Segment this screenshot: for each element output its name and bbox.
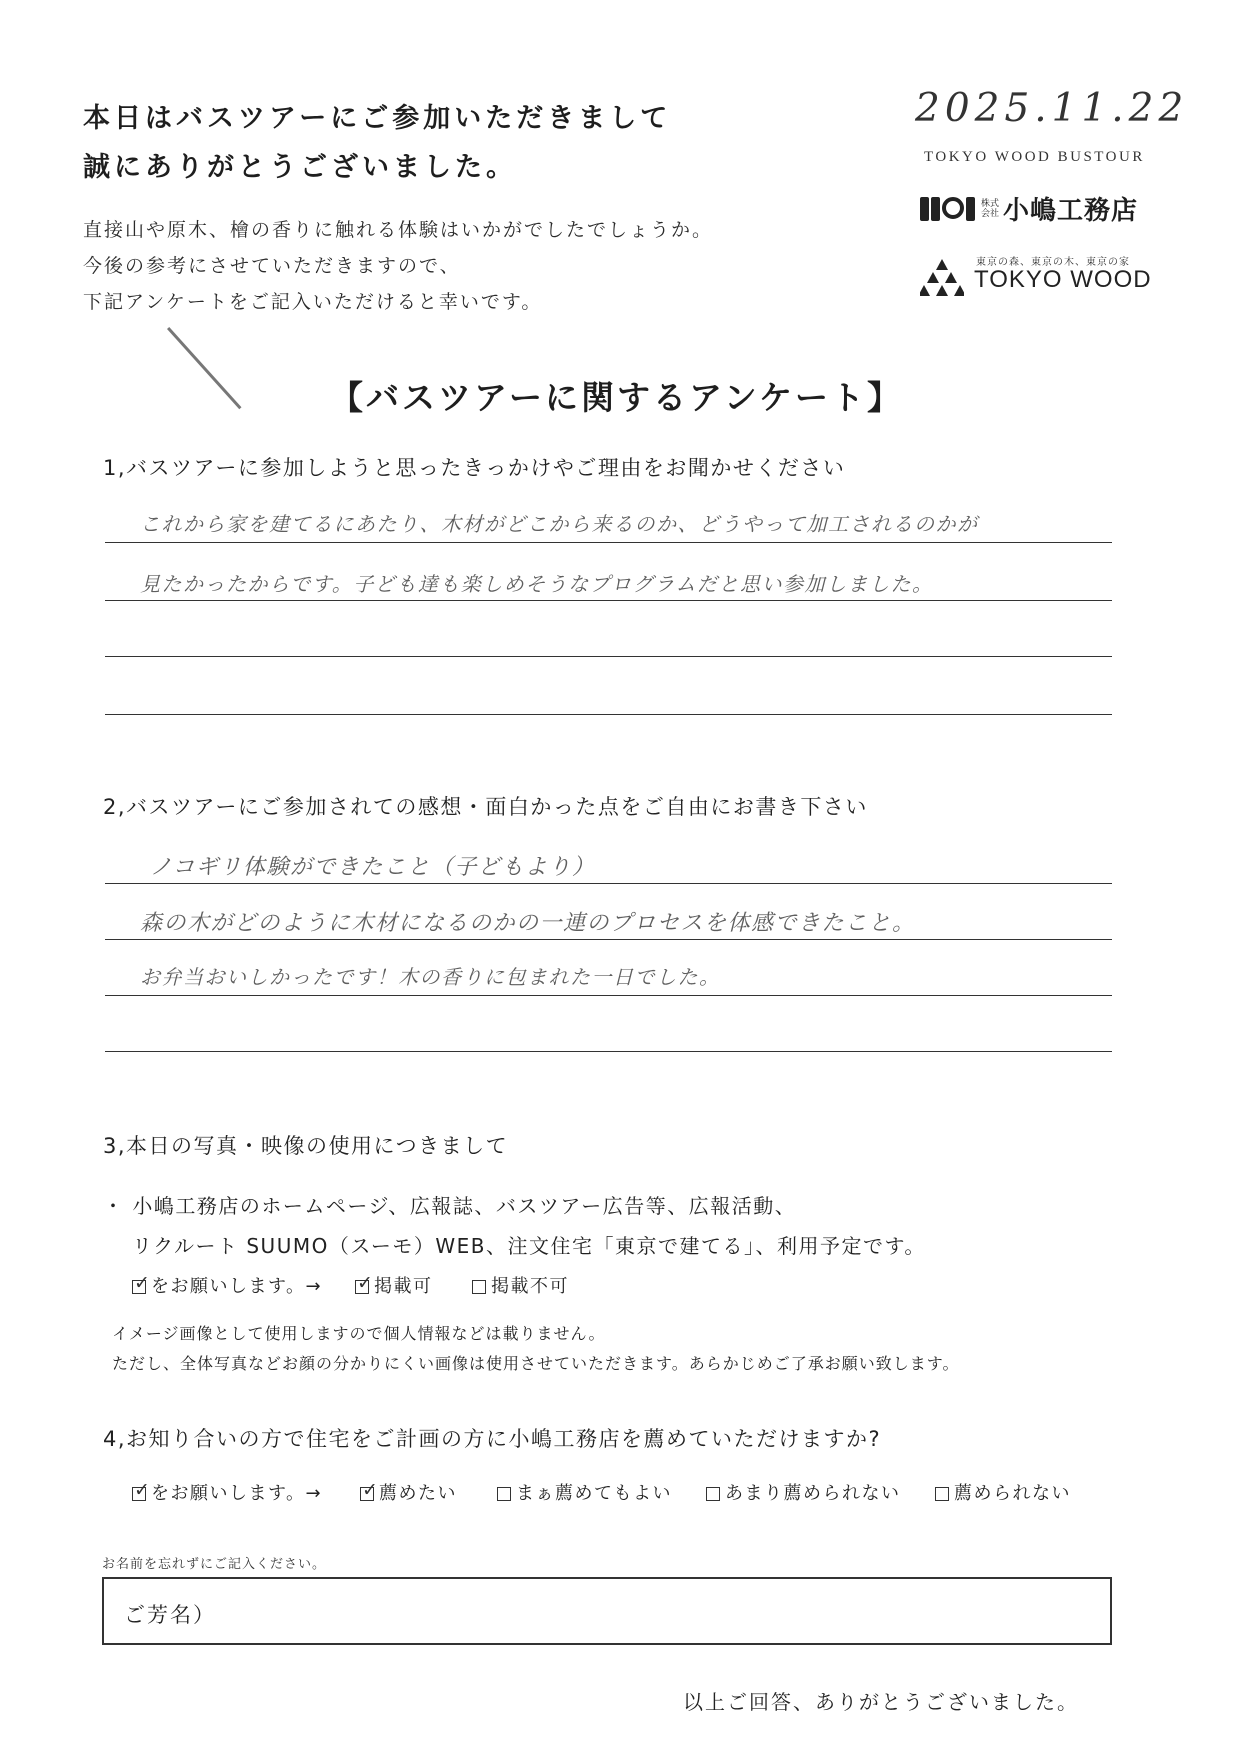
q3-option-no-label: 掲載不可 — [491, 1276, 569, 1297]
q4-option-no[interactable] — [935, 1479, 1071, 1505]
q3-instruction-text: をお願いします。→ — [151, 1276, 323, 1297]
name-field[interactable] — [102, 1577, 1112, 1645]
answer-rule — [105, 542, 1112, 543]
q4-option-recommend[interactable] — [360, 1479, 457, 1505]
survey-title: 【バスツアーに関するアンケート】 — [330, 378, 904, 417]
company-name: 小嶋工務店 — [1003, 196, 1139, 226]
question-4-label: 4,お知り合いの方で住宅をご計画の方に小嶋工務店を薦めていただけますか? — [103, 1427, 882, 1451]
q4-option-rarely[interactable] — [706, 1479, 901, 1505]
question-2-label: 2,バスツアーにご参加されての感想・面白かった点をご自由にお書き下さい — [103, 795, 868, 819]
pen-stroke-mark — [167, 327, 241, 409]
answer-rule — [105, 1051, 1112, 1052]
checked-box-icon — [132, 1487, 146, 1501]
q3-bullet-line1: ・ 小嶋工務店のホームページ、広報誌、バスツアー広告等、広報活動、 — [103, 1194, 797, 1218]
intro-title-line1: 本日はバスツアーにご参加いただきまして — [83, 103, 672, 134]
tokyo-wood-triangles-icon — [920, 257, 964, 297]
intro-body-line3: 下記アンケートをご記入いただけると幸いです。 — [83, 291, 543, 313]
q4-option-label: 薦めたい — [379, 1483, 457, 1504]
intro-title-line2: 誠にありがとうございました。 — [83, 152, 517, 183]
answer-rule — [105, 883, 1112, 884]
name-note: お名前を忘れずにご記入ください。 — [102, 1557, 327, 1572]
q3-note-line2: ただし、全体写真などお顔の分かりにくい画像は使用させていただきます。あらかじめご了承お願い致します。 — [112, 1354, 960, 1373]
name-field-label: ご芳名） — [124, 1603, 216, 1627]
q2-answer-line3: お弁当おいしかったです！木の香りに包まれた一日でした。 — [140, 965, 721, 989]
q3-instruction — [132, 1272, 322, 1298]
tokyo-wood-logo — [920, 253, 1160, 299]
q3-bullet-line2: リクルート SUUMO（スーモ）WEB、注文住宅「東京で建てる」、利用予定です。 — [132, 1234, 926, 1258]
answer-rule — [105, 939, 1112, 940]
q3-option-yes[interactable] — [355, 1272, 433, 1298]
tokyo-wood-tagline: 東京の森、東京の木、東京の家 — [976, 257, 1130, 268]
q4-option-maybe[interactable] — [497, 1479, 672, 1505]
checkbox-icon[interactable] — [935, 1487, 949, 1501]
tokyo-wood-name: TOKYO WOOD — [974, 266, 1152, 293]
checkbox-checked-icon[interactable] — [355, 1280, 369, 1294]
company-logo-icon — [920, 197, 975, 221]
answer-rule — [105, 714, 1112, 715]
company-logo — [920, 190, 1138, 227]
q4-instruction-text: をお願いします。→ — [151, 1483, 323, 1504]
question-1-label: 1,バスツアーに参加しようと思ったきっかけやご理由をお聞かせください — [103, 456, 846, 480]
q3-note-line1: イメージ画像として使用しますので個人情報などは載りません。 — [112, 1324, 606, 1343]
answer-rule — [105, 600, 1112, 601]
company-kk: 株式会社 — [981, 198, 1000, 219]
tour-subtitle: TOKYO WOOD BUSTOUR — [924, 149, 1145, 165]
q3-option-yes-label: 掲載可 — [374, 1276, 433, 1297]
checkbox-icon[interactable] — [706, 1487, 720, 1501]
closing-message: 以上ご回答、ありがとうございました。 — [683, 1690, 1079, 1714]
intro-body-line1: 直接山や原木、檜の香りに触れる体験はいかがでしたでしょうか。 — [83, 219, 714, 241]
checked-box-icon — [132, 1280, 146, 1294]
q4-option-label: まぁ薦めてもよい — [516, 1483, 672, 1504]
q1-answer-line2: 見たかったからです。子ども達も楽しめそうなプログラムだと思い参加しました。 — [140, 572, 934, 596]
question-3-label: 3,本日の写真・映像の使用につきまして — [103, 1134, 509, 1158]
q4-option-label: 薦められない — [954, 1483, 1071, 1504]
answer-rule — [105, 995, 1112, 996]
checkbox-icon[interactable] — [472, 1280, 486, 1294]
q3-option-no[interactable] — [472, 1272, 569, 1298]
q4-option-label: あまり薦められない — [725, 1483, 901, 1504]
checkbox-icon[interactable] — [497, 1487, 511, 1501]
q1-answer-line1: これから家を建てるにあたり、木材がどこから来るのか、どうやって加工されるのかが — [140, 512, 979, 536]
tour-date: 2025.11.22 — [915, 86, 1189, 131]
q4-instruction — [132, 1479, 322, 1505]
checkbox-checked-icon[interactable] — [360, 1487, 374, 1501]
answer-rule — [105, 656, 1112, 657]
q2-answer-line1: ノコギリ体験ができたこと（子どもより） — [150, 855, 596, 880]
q2-answer-line2: 森の木がどのように木材になるのかの一連のプロセスを体感できたこと。 — [140, 911, 916, 936]
intro-body-line2: 今後の参考にさせていただきますので、 — [83, 255, 461, 277]
